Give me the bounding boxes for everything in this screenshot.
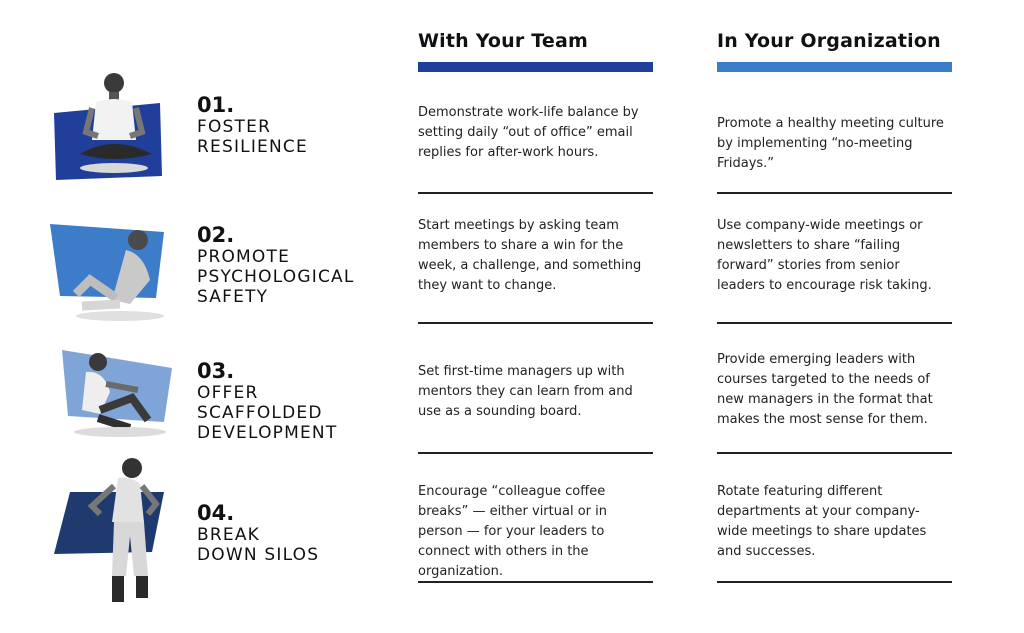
column-accent-bar-org	[717, 62, 952, 72]
row-title: BREAK DOWN SILOS	[197, 525, 320, 565]
row-title: FOSTER RESILIENCE	[197, 117, 308, 157]
column-header-org: In Your Organization	[717, 30, 941, 52]
row-title: OFFER SCAFFOLDED DEVELOPMENT	[197, 383, 338, 443]
team-action-text: Encourage “colleague coffee breaks” — either virtual or in person — for your leaders to connect with others in the organization.	[418, 484, 607, 579]
column-header-team: With Your Team	[418, 30, 589, 52]
person-standing-icon	[52, 456, 176, 614]
column-accent-bar-team	[418, 62, 653, 72]
row-number: 04.	[197, 501, 235, 525]
row-number: 01.	[197, 93, 235, 117]
row-divider	[418, 192, 653, 194]
row-divider	[717, 322, 952, 324]
row-divider	[717, 581, 952, 583]
person-reclining-icon	[60, 348, 178, 440]
row-divider	[418, 452, 653, 454]
org-action-text: Provide emerging leaders with courses targeted to the needs of new managers in the format that makes the most sense for them.	[717, 352, 933, 427]
person-sitting-knees-up-icon	[46, 220, 168, 325]
org-action-text: Rotate featuring different departments at your company-wide meetings to share updates and successes.	[717, 484, 927, 559]
team-action-text: Demonstrate work-life balance by setting daily “out of office” email replies for after-work hours.	[418, 105, 639, 160]
row-divider	[717, 452, 952, 454]
org-action-text: Promote a healthy meeting culture by implementing “no-meeting Fridays.”	[717, 116, 944, 171]
org-action-text: Use company-wide meetings or newsletters to share “failing forward” stories from senior leaders to encourage risk taking.	[717, 218, 932, 293]
row-title: PROMOTE PSYCHOLOGICAL SAFETY	[197, 247, 355, 307]
row-number: 02.	[197, 223, 235, 247]
person-sitting-cross-legged-icon	[52, 68, 164, 186]
team-action-text: Set first-time managers up with mentors they can learn from and use as a sounding board.	[418, 364, 633, 419]
row-divider	[418, 322, 653, 324]
team-action-text: Start meetings by asking team members to share a win for the week, a challenge, and something they want to change.	[418, 218, 642, 293]
row-divider	[717, 192, 952, 194]
row-divider	[418, 581, 653, 583]
row-number: 03.	[197, 359, 235, 383]
